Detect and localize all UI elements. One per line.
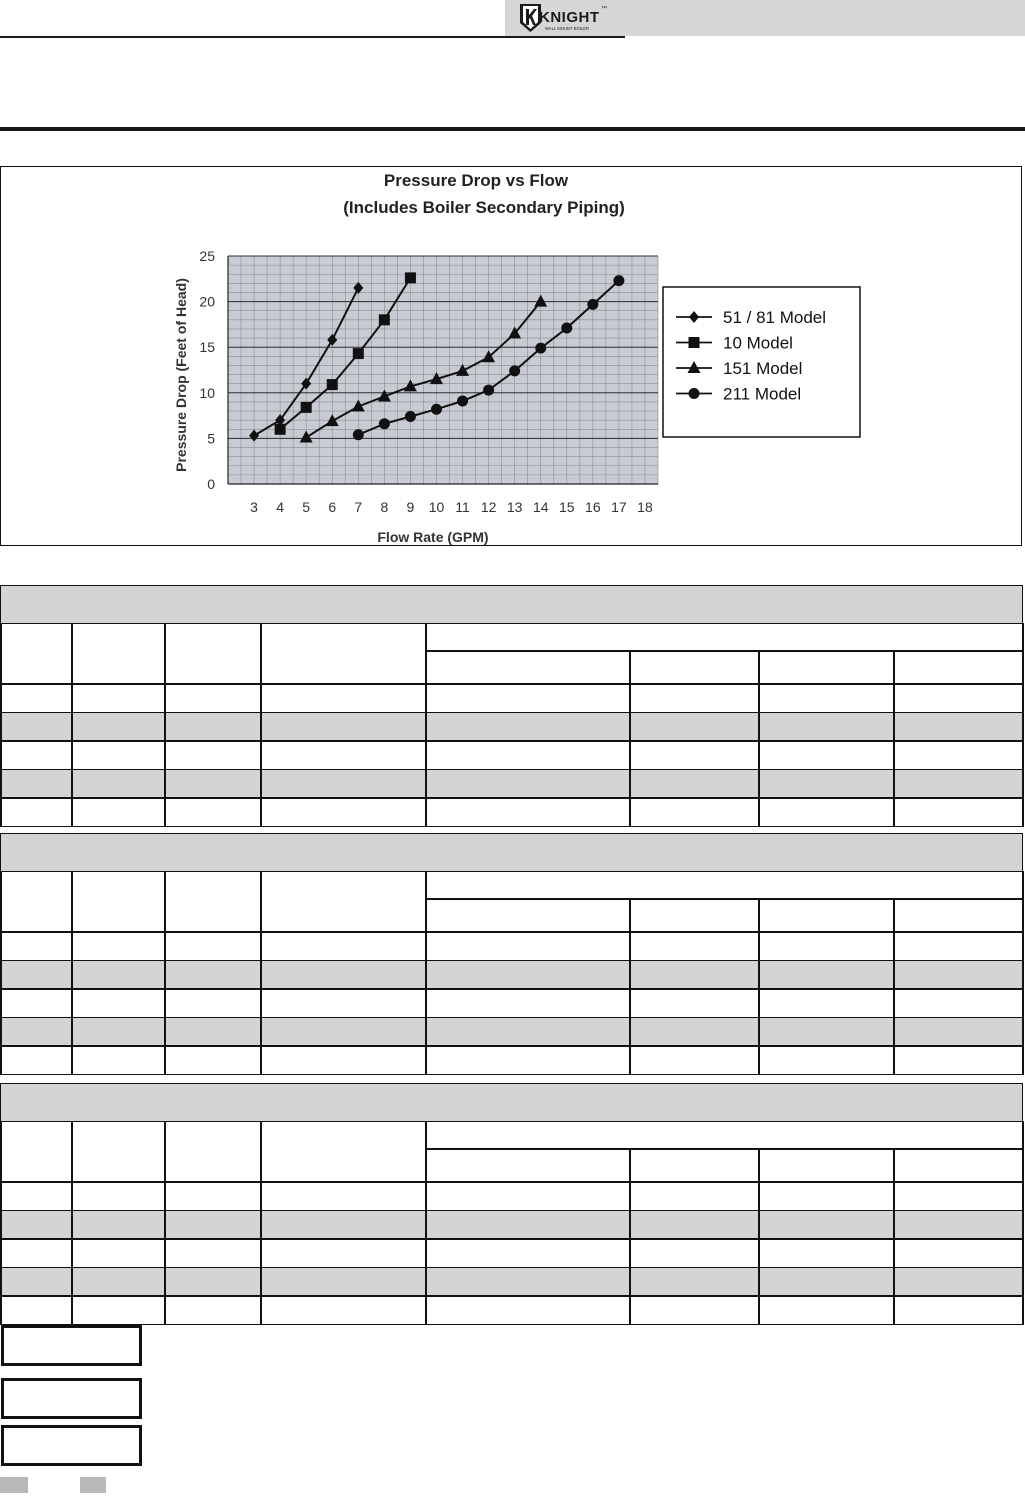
legend-marker [689,388,700,399]
legend-label: 10 Model [723,333,793,353]
table-subheader-line [425,1148,1023,1150]
x-tick-label: 16 [585,499,601,515]
y-tick-label: 10 [199,384,215,401]
x-tick-label: 8 [380,499,389,515]
table-row [0,931,1023,960]
x-axis-label: Flow Rate (GPM) [377,529,489,545]
table-row-line [0,740,1023,742]
table-subheader-line [425,650,1023,652]
table-row-line [0,1045,1023,1047]
footer-marker-left [0,1477,28,1493]
knight-logo [517,1,615,35]
table-row-line [0,988,1023,990]
side-box-2 [1,1378,142,1419]
footer-marker-right [80,1477,106,1493]
table-header-bottom [0,1181,1023,1183]
data-point [431,404,442,415]
side-box-3 [1,1425,142,1466]
table-column-line [71,623,73,827]
x-tick-label: 10 [428,499,445,515]
data-point [535,343,546,354]
table-row [0,1295,1023,1324]
x-tick-label: 11 [455,499,470,515]
x-tick-label: 15 [558,499,575,515]
table-column-line [164,623,166,827]
table-column-line [260,1121,262,1325]
table-header-bottom [0,931,1023,933]
table-row-line [0,960,1023,962]
table-column-line [0,1121,2,1325]
data-point [613,275,624,286]
data-point [301,402,312,413]
table-row [0,740,1023,769]
header-rule [0,36,625,38]
table-column-line [758,898,760,1075]
x-tick-label: 17 [611,499,627,515]
legend-label: 151 Model [723,359,803,378]
table-column-line [758,650,760,827]
table-row [0,1181,1023,1210]
y-axis-label: Pressure Drop (Feet of Head) [173,278,189,472]
table-column-line [164,1121,166,1325]
table-row-line [0,1238,1023,1240]
x-tick-label: 9 [406,499,415,515]
plot-area [173,248,658,545]
data-point [327,379,338,390]
data-point [509,365,520,376]
table-row-shaded [0,769,1023,798]
data-point [353,348,364,359]
x-tick-label: 6 [328,499,337,515]
y-tick-label: 25 [199,248,215,264]
legend-marker [689,337,700,348]
table-row-line [0,1324,1023,1326]
table-row [0,683,1023,712]
table-row-shaded [0,1267,1023,1296]
data-point [275,424,286,435]
data-point [483,385,494,396]
legend-label: 51 / 81 Model [723,308,827,327]
table-title-bar [0,585,1023,624]
table-column-line [425,871,427,1075]
x-tick-label: 18 [637,499,653,515]
data-point [353,429,364,440]
table-row-line [0,826,1023,828]
table-row [0,1238,1023,1267]
section-rule [0,127,1025,131]
legend-label: 211 Model [723,384,802,404]
table-row-shaded [0,712,1023,741]
x-tick-label: 12 [480,499,497,515]
table-column-line [260,871,262,1075]
table-row-line [0,769,1023,771]
table-row [0,797,1023,826]
table-row-line [0,1295,1023,1297]
data-point [405,272,416,283]
table-row-line [0,1267,1023,1269]
y-tick-label: 20 [199,293,215,310]
table-row-line [0,712,1023,714]
table-row-line [0,797,1023,799]
table-column-line [425,623,427,827]
data-point [457,396,468,407]
data-point [587,299,598,310]
table-column-line [629,1148,631,1325]
logo-subtitle: WALL MOUNT BOILER [545,26,590,31]
y-tick-label: 15 [199,339,215,356]
table-column-line [71,871,73,1075]
table-column-line [164,871,166,1075]
table-row [0,988,1023,1017]
table-column-line [893,1148,895,1325]
table-column-line [1022,871,1024,1075]
logo-brand-text: KNIGHT [539,9,600,26]
table-row-line [0,1210,1023,1212]
x-tick-label: 5 [302,499,311,515]
plot-background [228,256,658,484]
table-column-line [71,1121,73,1325]
x-tick-label: 7 [354,499,363,515]
x-tick-label: 4 [276,499,285,515]
chart-title: Pressure Drop vs Flow [383,171,569,190]
table-row [0,1045,1023,1074]
y-tick-label: 5 [207,430,215,447]
table-row-line [0,1074,1023,1076]
table-row-shaded [0,1017,1023,1046]
table-title-bar [0,833,1023,872]
table-column-line [758,1148,760,1325]
table-column-line [1022,623,1024,827]
side-box-1 [1,1325,142,1366]
pressure-drop-chart [0,166,1022,546]
x-tick-label: 3 [250,499,258,515]
data-point [379,314,390,325]
y-tick-label: 0 [207,476,215,492]
x-tick-label: 13 [506,499,523,515]
table-column-line [893,650,895,827]
table-subheader-line [425,898,1023,900]
data-point [379,418,390,429]
table-row-shaded [0,1210,1023,1239]
table-column-line [629,898,631,1075]
table-column-line [260,623,262,827]
table-column-line [425,1121,427,1325]
chart-subtitle: (Includes Boiler Secondary Piping) [343,198,625,217]
table-title-bar [0,1083,1023,1122]
logo-trademark: ™ [601,6,607,12]
table-header-bottom [0,683,1023,685]
table-row-shaded [0,960,1023,989]
table-column-line [1022,1121,1024,1325]
x-tick-label: 14 [532,499,549,515]
table-column-line [629,650,631,827]
table-column-line [0,623,2,827]
data-point [561,323,572,334]
chart-legend [663,287,860,437]
table-row-line [0,1017,1023,1019]
table-column-line [0,871,2,1075]
data-point [405,411,416,422]
table-column-line [893,898,895,1075]
